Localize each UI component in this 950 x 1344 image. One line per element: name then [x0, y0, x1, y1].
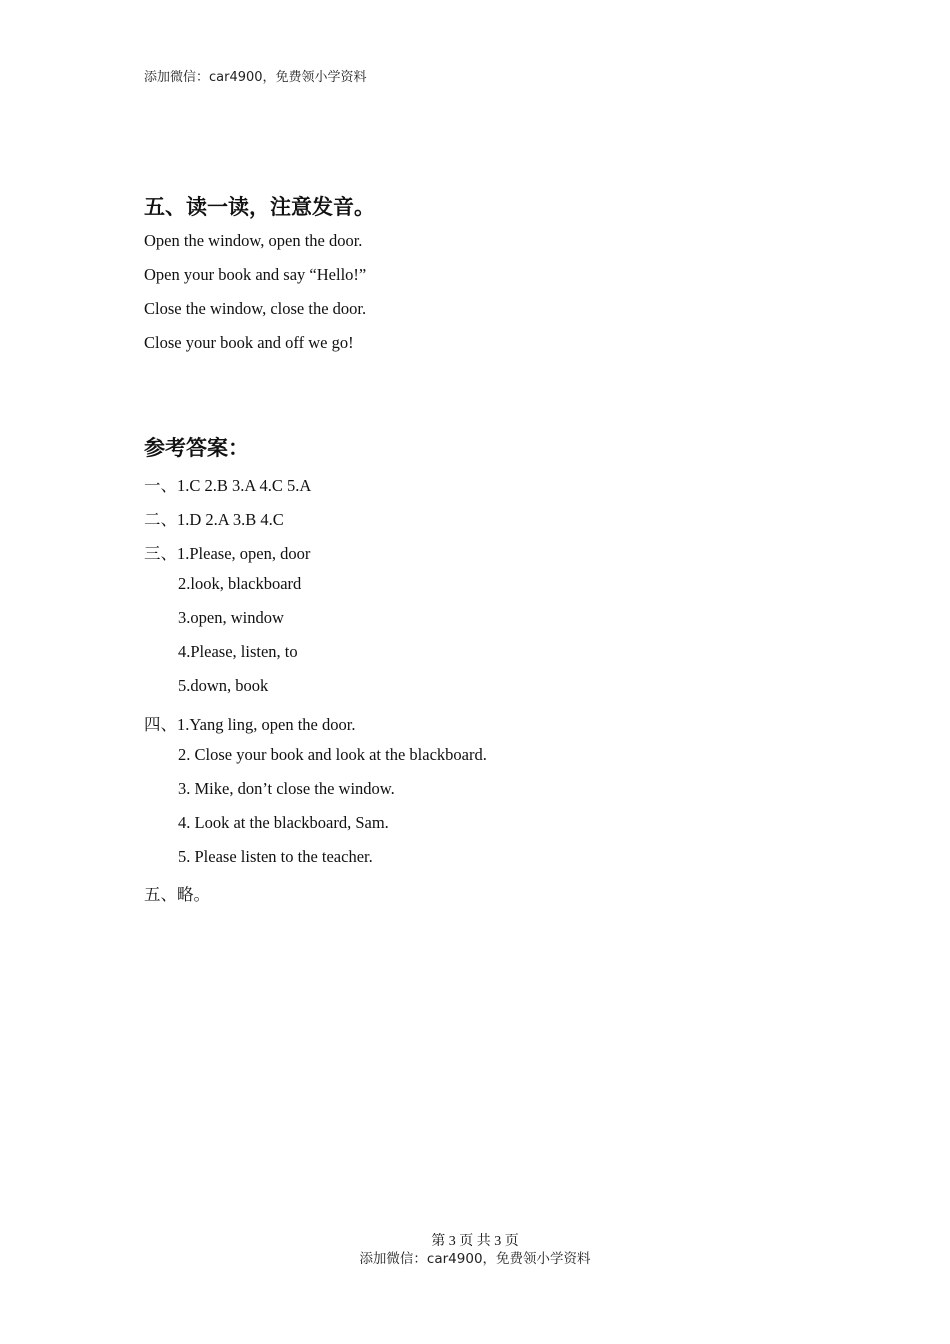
reading-line: Close the window, close the door. [144, 299, 367, 318]
answer-part-four-item: 2. Close your book and look at the blackboard. [178, 745, 487, 764]
answer-key-title: 参考答案： [144, 436, 249, 460]
answer-part-three-item: 2.look, blackboard [178, 574, 302, 593]
answer-part-one: 一、1.C 2.B 3.A 4.C 5.A [144, 476, 312, 495]
section-five-title: 五、读一读，注意发音。 [144, 195, 375, 219]
reading-line: Open your book and say “Hello!” [144, 265, 367, 284]
reading-line: Open the window, open the door. [144, 231, 363, 250]
answer-part-three-item: 4.Please, listen, to [178, 642, 298, 661]
page-number: 第 3 页 共 3 页 [431, 1234, 519, 1249]
answer-part-two: 二、1.D 2.A 3.B 4.C [144, 510, 284, 529]
answer-part-three-item: 3.open, window [178, 608, 284, 627]
header-watermark-note: 添加微信：car4900，免费领小学资料 [144, 70, 367, 85]
footer-watermark-note: 添加微信：car4900，免费领小学资料 [359, 1251, 591, 1267]
answer-part-three-item: 5.down, book [178, 676, 269, 695]
answer-part-four-item: 4. Look at the blackboard, Sam. [178, 813, 389, 832]
answer-part-five: 五、略。 [144, 885, 210, 904]
answer-part-four-item: 5. Please listen to the teacher. [178, 847, 373, 866]
answer-part-four-item: 3. Mike, don’t close the window. [178, 779, 395, 798]
answer-part-three-item: 三、1.Please, open, door [144, 544, 311, 563]
reading-line: Close your book and off we go! [144, 333, 354, 352]
answer-part-four-item: 四、1.Yang ling, open the door. [144, 715, 356, 734]
